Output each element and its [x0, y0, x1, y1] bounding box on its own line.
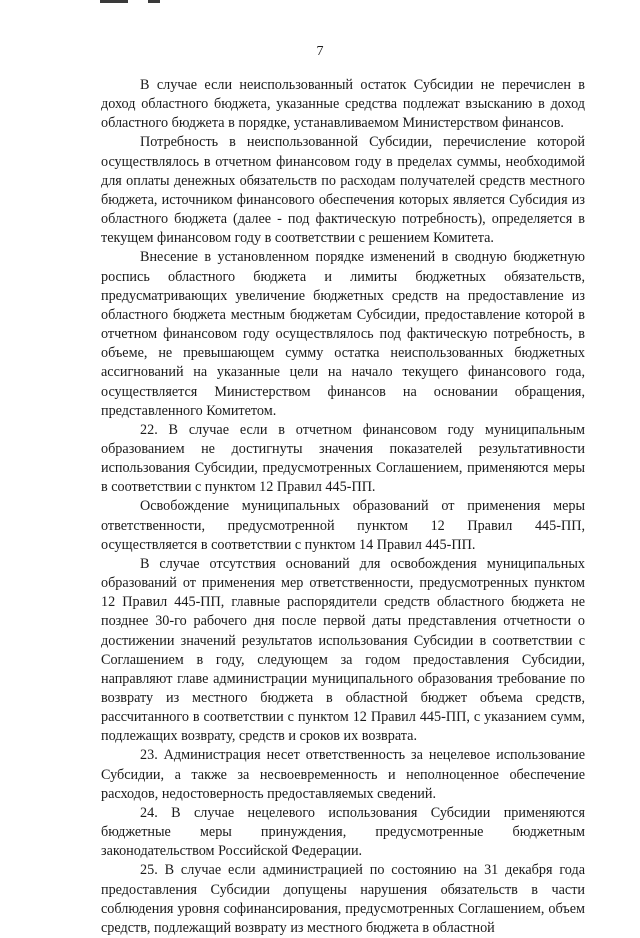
document-body — [101, 76, 585, 938]
paragraph-unspent-balance: В случае если неиспользованный остаток Субсидии не перечислен в доход областного бюджета, указанные средства подлежат взысканию в доход областного бюджета в порядке, устанавливаемом Министерством финансов. — [101, 77, 585, 132]
paragraph-actual-need: Потребность в неиспользованной Субсидии, перечисление которой осуществлялось в отчетном финансовом году в пределах суммы, необходимой для оплаты денежных обязательств по расходам получателей средств местного бюджета, источником финансового обеспечения которых является Субсидия из областного бюджета (далее - под фактическую потребность), определяется в текущем финансовом году в соответствии с решением Комитета. — [101, 134, 585, 247]
paragraph-item-24: 24. В случае нецелевого использования Субсидии применяются бюджетные меры принуждения, предусмотренные бюджетным законодательством Российской Федерации. — [101, 804, 585, 860]
paragraph-item-23: 23. Администрация несет ответственность за нецелевое использование Субсидии, а также за несвоевременность и неполноценное обеспечение расходов, недостоверность предоставляемых сведений. — [101, 747, 585, 802]
paragraph-budget-changes: Внесение в установленном порядке изменений в сводную бюджетную роспись областного бюджета и лимиты бюджетных обязательств, предусматривающих увеличение бюджетных средств на предоставление из областного бюджета местным бюджетам Субсидии, предоставление которой в отчетном финансовом году осуществлялось под фактическую потребность, в объеме, не превышающем сумму остатка неиспользованных бюджетных ассигнований на указанные цели на начало текущего финансового года, осуществляется Министерством финансов на основании обращения, представленного Комитетом. — [101, 249, 585, 419]
paragraph-exemption: Освобождение муниципальных образований от применения меры ответственности, предусмотренной пунктом 12 Правил 445-ПП, осуществляется в соответствии с пунктом 14 Правил 445-ПП. — [101, 498, 585, 553]
paragraph-item-22: 22. В случае если в отчетном финансовом году муниципальным образованием не достигнуты значения показателей результативности использования Субсидии, предусмотренных Соглашением, применяются меры в соответствии с пунктом 12 Правил 445-ПП. — [101, 421, 585, 496]
paragraph-refund-requirement: В случае отсутствия оснований для освобождения муниципальных образований от применения мер ответственности, предусмотренных пунктом 12 Правил 445-ПП, главные распорядители средств областного бюджета не позднее 30-го рабочего дня после первой даты представления отчетности о достижении значений результатов использования Субсидии в соответствии с Соглашением в году, следующем за годом предоставления Субсидии, направляют главе администрации муниципального образования требование по возврату из местного бюджета в областной бюджет объема средств, рассчитанного в соответствии с пунктом 12 Правил 445-ПП, с указанием сумм, подлежащих возврату, средств и сроков их возврата. — [101, 555, 585, 745]
paragraph-item-25: 25. В случае если администрацией по состоянию на 31 декабря года предоставления Субсидии допущены нарушения обязательств в части соблюдения уровня софинансирования, предусмотренных Соглашением, объем средств, подлежащий возврату из местного бюджета в областной — [101, 862, 585, 936]
page-number: 7 — [316, 44, 324, 59]
scan-edge-marks — [0, 0, 640, 6]
